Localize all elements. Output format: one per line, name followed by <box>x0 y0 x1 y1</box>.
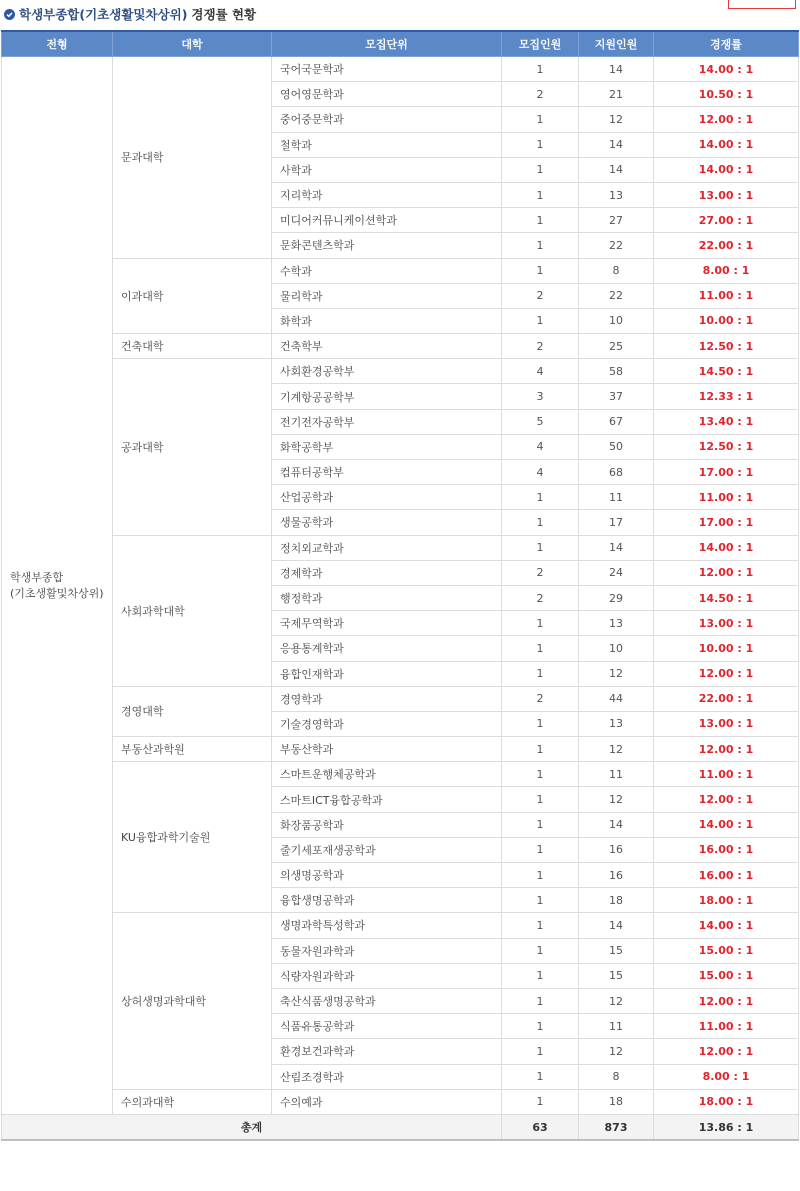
rate-cell: 18.00 : 1 <box>654 888 799 913</box>
quota-cell: 1 <box>502 863 579 888</box>
quota-cell: 1 <box>502 1039 579 1064</box>
applicants-cell: 12 <box>579 988 654 1013</box>
quota-cell: 3 <box>502 384 579 409</box>
applicants-cell: 27 <box>579 208 654 233</box>
unit-cell: 기계항공공학부 <box>272 384 502 409</box>
unit-cell: 정치외교학과 <box>272 535 502 560</box>
unit-cell: 행정학과 <box>272 585 502 610</box>
unit-cell: 미디어커뮤니케이션학과 <box>272 208 502 233</box>
applicants-cell: 58 <box>579 359 654 384</box>
quota-cell: 1 <box>502 308 579 333</box>
header-college: 대학 <box>113 31 272 57</box>
quota-cell: 1 <box>502 711 579 736</box>
unit-cell: 컴퓨터공학부 <box>272 460 502 485</box>
applicants-cell: 24 <box>579 560 654 585</box>
quota-cell: 1 <box>502 737 579 762</box>
header-quota: 모집인원 <box>502 31 579 57</box>
quota-cell: 4 <box>502 460 579 485</box>
rate-cell: 10.50 : 1 <box>654 82 799 107</box>
unit-cell: 산업공학과 <box>272 485 502 510</box>
rate-cell: 16.00 : 1 <box>654 837 799 862</box>
header-track: 전형 <box>2 31 113 57</box>
applicants-cell: 8 <box>579 258 654 283</box>
table-row <box>2 913 799 938</box>
quota-cell: 1 <box>502 988 579 1013</box>
rate-cell: 11.00 : 1 <box>654 762 799 787</box>
applicants-cell: 29 <box>579 585 654 610</box>
rate-cell: 11.00 : 1 <box>654 485 799 510</box>
quota-cell: 1 <box>502 888 579 913</box>
rate-cell: 18.00 : 1 <box>654 1089 799 1114</box>
quota-cell: 1 <box>502 938 579 963</box>
unit-cell: 화장품공학과 <box>272 812 502 837</box>
rate-cell: 16.00 : 1 <box>654 863 799 888</box>
table-row <box>2 359 799 384</box>
applicants-cell: 15 <box>579 938 654 963</box>
header-rate: 경쟁률 <box>654 31 799 57</box>
college-cell: 공과대학 <box>113 359 272 535</box>
title-suffix: 경쟁률 현황 <box>191 7 257 22</box>
rate-cell: 14.00 : 1 <box>654 157 799 182</box>
quota-cell: 1 <box>502 258 579 283</box>
table-row <box>2 762 799 787</box>
table-header-row <box>2 31 799 57</box>
quota-cell: 1 <box>502 913 579 938</box>
rate-cell: 17.00 : 1 <box>654 460 799 485</box>
total-row <box>2 1114 799 1140</box>
unit-cell: 영어영문학과 <box>272 82 502 107</box>
unit-cell: 수학과 <box>272 258 502 283</box>
quota-cell: 1 <box>502 1064 579 1089</box>
applicants-cell: 13 <box>579 182 654 207</box>
rate-cell: 13.40 : 1 <box>654 409 799 434</box>
unit-cell: 물리학과 <box>272 283 502 308</box>
rate-cell: 10.00 : 1 <box>654 636 799 661</box>
applicants-cell: 8 <box>579 1064 654 1089</box>
rate-cell: 27.00 : 1 <box>654 208 799 233</box>
quota-cell: 1 <box>502 787 579 812</box>
quota-cell: 1 <box>502 611 579 636</box>
rate-cell: 14.00 : 1 <box>654 132 799 157</box>
unit-cell: 건축학부 <box>272 334 502 359</box>
rate-cell: 12.00 : 1 <box>654 787 799 812</box>
unit-cell: 융합인재학과 <box>272 661 502 686</box>
unit-cell: 의생명공학과 <box>272 863 502 888</box>
unit-cell: 경제학과 <box>272 560 502 585</box>
rate-cell: 14.50 : 1 <box>654 585 799 610</box>
track-line2: (기초생활및차상위) <box>10 587 104 601</box>
rate-cell: 22.00 : 1 <box>654 686 799 711</box>
applicants-cell: 12 <box>579 107 654 132</box>
quota-cell: 1 <box>502 485 579 510</box>
rate-cell: 14.50 : 1 <box>654 359 799 384</box>
total-quota: 63 <box>502 1114 579 1140</box>
quota-cell: 2 <box>502 82 579 107</box>
unit-cell: 산림조경학과 <box>272 1064 502 1089</box>
unit-cell: 문화콘텐츠학과 <box>272 233 502 258</box>
quota-cell: 1 <box>502 208 579 233</box>
unit-cell: 수의예과 <box>272 1089 502 1114</box>
table-row <box>2 57 799 82</box>
quota-cell: 1 <box>502 1089 579 1114</box>
rate-cell: 8.00 : 1 <box>654 1064 799 1089</box>
unit-cell: 식품유통공학과 <box>272 1014 502 1039</box>
applicants-cell: 10 <box>579 308 654 333</box>
quota-cell: 1 <box>502 132 579 157</box>
unit-cell: 국제무역학과 <box>272 611 502 636</box>
quota-cell: 1 <box>502 1014 579 1039</box>
unit-cell: 사회환경공학부 <box>272 359 502 384</box>
check-circle-icon <box>4 9 15 20</box>
applicants-cell: 14 <box>579 913 654 938</box>
title-main: 학생부종합(기초생활및차상위) <box>19 7 188 22</box>
applicants-cell: 16 <box>579 863 654 888</box>
header-unit: 모집단위 <box>272 31 502 57</box>
applicants-cell: 13 <box>579 711 654 736</box>
rate-cell: 8.00 : 1 <box>654 258 799 283</box>
applicants-cell: 22 <box>579 283 654 308</box>
quota-cell: 1 <box>502 233 579 258</box>
rate-cell: 15.00 : 1 <box>654 938 799 963</box>
track-cell <box>2 57 113 1115</box>
applicants-cell: 14 <box>579 812 654 837</box>
applicants-cell: 18 <box>579 1089 654 1114</box>
quota-cell: 1 <box>502 535 579 560</box>
quota-cell: 4 <box>502 359 579 384</box>
quota-cell: 1 <box>502 762 579 787</box>
rate-cell: 11.00 : 1 <box>654 1014 799 1039</box>
rate-cell: 12.50 : 1 <box>654 434 799 459</box>
applicants-cell: 15 <box>579 963 654 988</box>
track-line1: 학생부종합 <box>10 571 64 585</box>
rate-cell: 22.00 : 1 <box>654 233 799 258</box>
rate-cell: 12.00 : 1 <box>654 107 799 132</box>
rate-cell: 14.00 : 1 <box>654 913 799 938</box>
unit-cell: 화학공학부 <box>272 434 502 459</box>
quota-cell: 1 <box>502 182 579 207</box>
college-cell: 상허생명과학대학 <box>113 913 272 1089</box>
rate-cell: 12.33 : 1 <box>654 384 799 409</box>
unit-cell: 스마트ICT융합공학과 <box>272 787 502 812</box>
quota-cell: 1 <box>502 157 579 182</box>
applicants-cell: 10 <box>579 636 654 661</box>
applicants-cell: 12 <box>579 661 654 686</box>
rate-cell: 12.50 : 1 <box>654 334 799 359</box>
applicants-cell: 68 <box>579 460 654 485</box>
rate-cell: 11.00 : 1 <box>654 283 799 308</box>
applicants-cell: 11 <box>579 485 654 510</box>
applicants-cell: 50 <box>579 434 654 459</box>
college-cell: KU융합과학기술원 <box>113 762 272 913</box>
applicants-cell: 14 <box>579 132 654 157</box>
unit-cell: 중어중문학과 <box>272 107 502 132</box>
unit-cell: 전기전자공학부 <box>272 409 502 434</box>
rate-cell: 12.00 : 1 <box>654 1039 799 1064</box>
applicants-cell: 11 <box>579 762 654 787</box>
applicants-cell: 14 <box>579 57 654 82</box>
rate-cell: 14.00 : 1 <box>654 535 799 560</box>
quota-cell: 2 <box>502 560 579 585</box>
table-body <box>2 57 799 1115</box>
total-label: 총계 <box>2 1114 502 1140</box>
rate-cell: 14.00 : 1 <box>654 812 799 837</box>
quota-cell: 1 <box>502 636 579 661</box>
quota-cell: 1 <box>502 57 579 82</box>
quota-cell: 1 <box>502 510 579 535</box>
quota-cell: 5 <box>502 409 579 434</box>
quota-cell: 1 <box>502 963 579 988</box>
applicants-cell: 37 <box>579 384 654 409</box>
unit-cell: 환경보건과학과 <box>272 1039 502 1064</box>
unit-cell: 철학과 <box>272 132 502 157</box>
college-cell: 건축대학 <box>113 334 272 359</box>
applicants-cell: 18 <box>579 888 654 913</box>
rate-cell: 17.00 : 1 <box>654 510 799 535</box>
rate-cell: 10.00 : 1 <box>654 308 799 333</box>
applicants-cell: 22 <box>579 233 654 258</box>
applicants-cell: 14 <box>579 535 654 560</box>
quota-cell: 1 <box>502 107 579 132</box>
quota-cell: 1 <box>502 661 579 686</box>
applicants-cell: 12 <box>579 737 654 762</box>
unit-cell: 축산식품생명공학과 <box>272 988 502 1013</box>
college-cell: 부동산과학원 <box>113 737 272 762</box>
unit-cell: 사학과 <box>272 157 502 182</box>
page-title <box>4 5 256 23</box>
applicants-cell: 17 <box>579 510 654 535</box>
unit-cell: 화학과 <box>272 308 502 333</box>
applicants-cell: 67 <box>579 409 654 434</box>
quota-cell: 2 <box>502 686 579 711</box>
applicants-cell: 12 <box>579 787 654 812</box>
applicants-cell: 25 <box>579 334 654 359</box>
total-rate: 13.86 : 1 <box>654 1114 799 1140</box>
quota-cell: 1 <box>502 837 579 862</box>
table-row <box>2 1089 799 1114</box>
applicants-cell: 12 <box>579 1039 654 1064</box>
unit-cell: 동물자원과학과 <box>272 938 502 963</box>
applicants-cell: 21 <box>579 82 654 107</box>
unit-cell: 융합생명공학과 <box>272 888 502 913</box>
table-row <box>2 737 799 762</box>
quota-cell: 4 <box>502 434 579 459</box>
unit-cell: 부동산학과 <box>272 737 502 762</box>
table-row <box>2 258 799 283</box>
applicants-cell: 13 <box>579 611 654 636</box>
unit-cell: 경영학과 <box>272 686 502 711</box>
college-cell: 경영대학 <box>113 686 272 736</box>
applicants-cell: 11 <box>579 1014 654 1039</box>
total-applicants: 873 <box>579 1114 654 1140</box>
unit-cell: 식량자원과학과 <box>272 963 502 988</box>
rate-cell: 12.00 : 1 <box>654 560 799 585</box>
rate-cell: 13.00 : 1 <box>654 611 799 636</box>
quota-cell: 1 <box>502 812 579 837</box>
quota-cell: 2 <box>502 585 579 610</box>
table-row <box>2 535 799 560</box>
unit-cell: 줄기세포재생공학과 <box>272 837 502 862</box>
unit-cell: 생명과학특성학과 <box>272 913 502 938</box>
unit-cell: 국어국문학과 <box>272 57 502 82</box>
competition-table <box>1 30 799 1141</box>
red-outline-box <box>728 0 796 9</box>
college-cell: 이과대학 <box>113 258 272 334</box>
rate-cell: 13.00 : 1 <box>654 182 799 207</box>
college-cell: 문과대학 <box>113 57 272 259</box>
unit-cell: 지리학과 <box>272 182 502 207</box>
table-row <box>2 686 799 711</box>
rate-cell: 13.00 : 1 <box>654 711 799 736</box>
quota-cell: 2 <box>502 334 579 359</box>
unit-cell: 생물공학과 <box>272 510 502 535</box>
rate-cell: 15.00 : 1 <box>654 963 799 988</box>
unit-cell: 기술경영학과 <box>272 711 502 736</box>
applicants-cell: 16 <box>579 837 654 862</box>
applicants-cell: 14 <box>579 157 654 182</box>
rate-cell: 12.00 : 1 <box>654 661 799 686</box>
rate-cell: 12.00 : 1 <box>654 988 799 1013</box>
applicants-cell: 44 <box>579 686 654 711</box>
title-bar <box>0 0 800 30</box>
rate-cell: 12.00 : 1 <box>654 737 799 762</box>
rate-cell: 14.00 : 1 <box>654 57 799 82</box>
quota-cell: 2 <box>502 283 579 308</box>
unit-cell: 스마트운행체공학과 <box>272 762 502 787</box>
header-applicants: 지원인원 <box>579 31 654 57</box>
college-cell: 수의과대학 <box>113 1089 272 1114</box>
table-row <box>2 334 799 359</box>
college-cell: 사회과학대학 <box>113 535 272 686</box>
unit-cell: 응용통계학과 <box>272 636 502 661</box>
